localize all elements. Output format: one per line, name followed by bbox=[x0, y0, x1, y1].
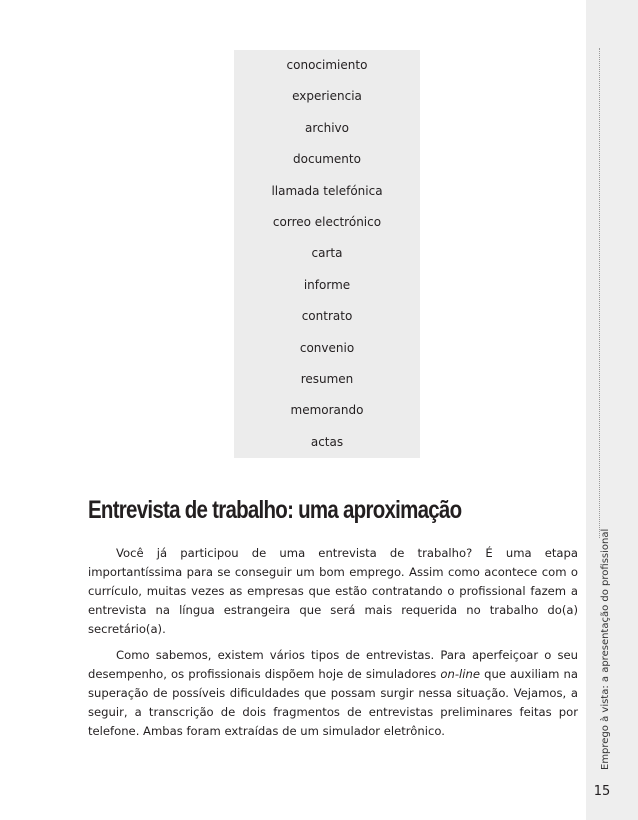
paragraph-1: Você já participou de uma entrevista de trabalho? É uma etapa importantíssima para se conseguir um bom emprego. Assim como acontece com o currículo, muitas vezes as empresas que estão contratando o profissional fazem a entrevista na língua estrangeira que será mais requerida no trabalho do(a) secretário(a). bbox=[88, 546, 578, 636]
vocabulary-item: convenio bbox=[299, 340, 355, 355]
page-sidebar bbox=[586, 0, 638, 820]
vocabulary-item: experiencia bbox=[292, 89, 362, 104]
vocabulary-item: actas bbox=[310, 434, 344, 449]
vocabulary-list bbox=[234, 50, 420, 458]
vocabulary-item: conocimiento bbox=[286, 58, 368, 72]
sidebar-dotted-rule bbox=[599, 48, 600, 538]
running-head-text: Emprego à vista: a apresentação do profissional bbox=[600, 528, 611, 770]
paragraph-2-text-start: Como sabemos, existem vários tipos de entrevistas. Para aperfeiçoar o seu desempenho, os profissionais dispõem hoje de simuladores bbox=[88, 648, 578, 681]
paragraph-2 bbox=[88, 646, 578, 741]
vocabulary-item: archivo bbox=[304, 120, 349, 135]
vocabulary-item: correo electrónico bbox=[272, 214, 382, 229]
vocabulary-item: informe bbox=[303, 277, 351, 292]
vocabulary-item: memorando bbox=[290, 403, 364, 418]
body-text bbox=[88, 544, 578, 748]
vocabulary-item: carta bbox=[311, 246, 343, 261]
vocabulary-item: llamada telefónica bbox=[271, 183, 383, 198]
vocabulary-item: contrato bbox=[301, 309, 353, 324]
paragraph-2-text-end: que auxiliam na superação de possíveis dificuldades que possam surgir nessa situação. Vejamos, a seguir, a transcrição de dois fragmentos de entrevistas preliminares feitas por telefone. Ambas foram extraídas de um simulador eletrônico. bbox=[88, 667, 578, 738]
paragraph-2-italic-term: on-line bbox=[440, 667, 480, 681]
page-number: 15 bbox=[593, 784, 611, 799]
section-title: Entrevista de trabalho: uma aproximação bbox=[88, 496, 462, 524]
vocabulary-item: resumen bbox=[300, 371, 354, 386]
vocabulary-item: documento bbox=[293, 152, 361, 167]
vocabulary-box bbox=[234, 50, 420, 458]
